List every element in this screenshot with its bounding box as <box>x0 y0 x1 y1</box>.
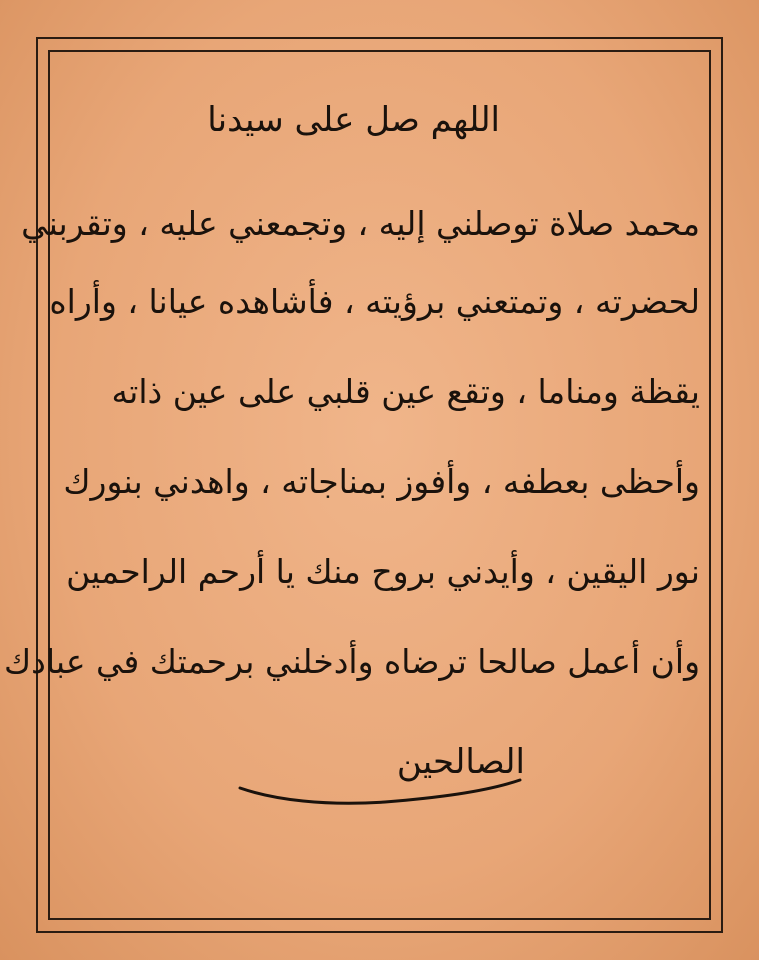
prayer-line-2: محمد صلاة توصلني إليه ، وتجمعني عليه ، وتقربني <box>21 204 700 243</box>
prayer-line-7: وأن أعمل صالحا ترضاه وأدخلني برحمتك في عبادك <box>3 642 700 681</box>
prayer-line-5: وأحظى بعطفه ، وأفوز بمناجاته ، واهدني بنورك <box>63 462 700 501</box>
prayer-line-8: الصالحين <box>396 742 525 782</box>
prayer-line-6: نور اليقين ، وأيدني بروح منك يا أرحم الراحمين <box>66 552 700 591</box>
prayer-line-1: اللهم صل على سيدنا <box>207 100 500 140</box>
prayer-line-3: لحضرته ، وتمتعني برؤيته ، فأشاهده عيانا ، وأراه <box>49 282 700 321</box>
prayer-line-4: يقظة ومناما ، وتقع عين قلبي على عين ذاته <box>111 372 700 411</box>
calligraphy-flourish <box>235 770 525 810</box>
